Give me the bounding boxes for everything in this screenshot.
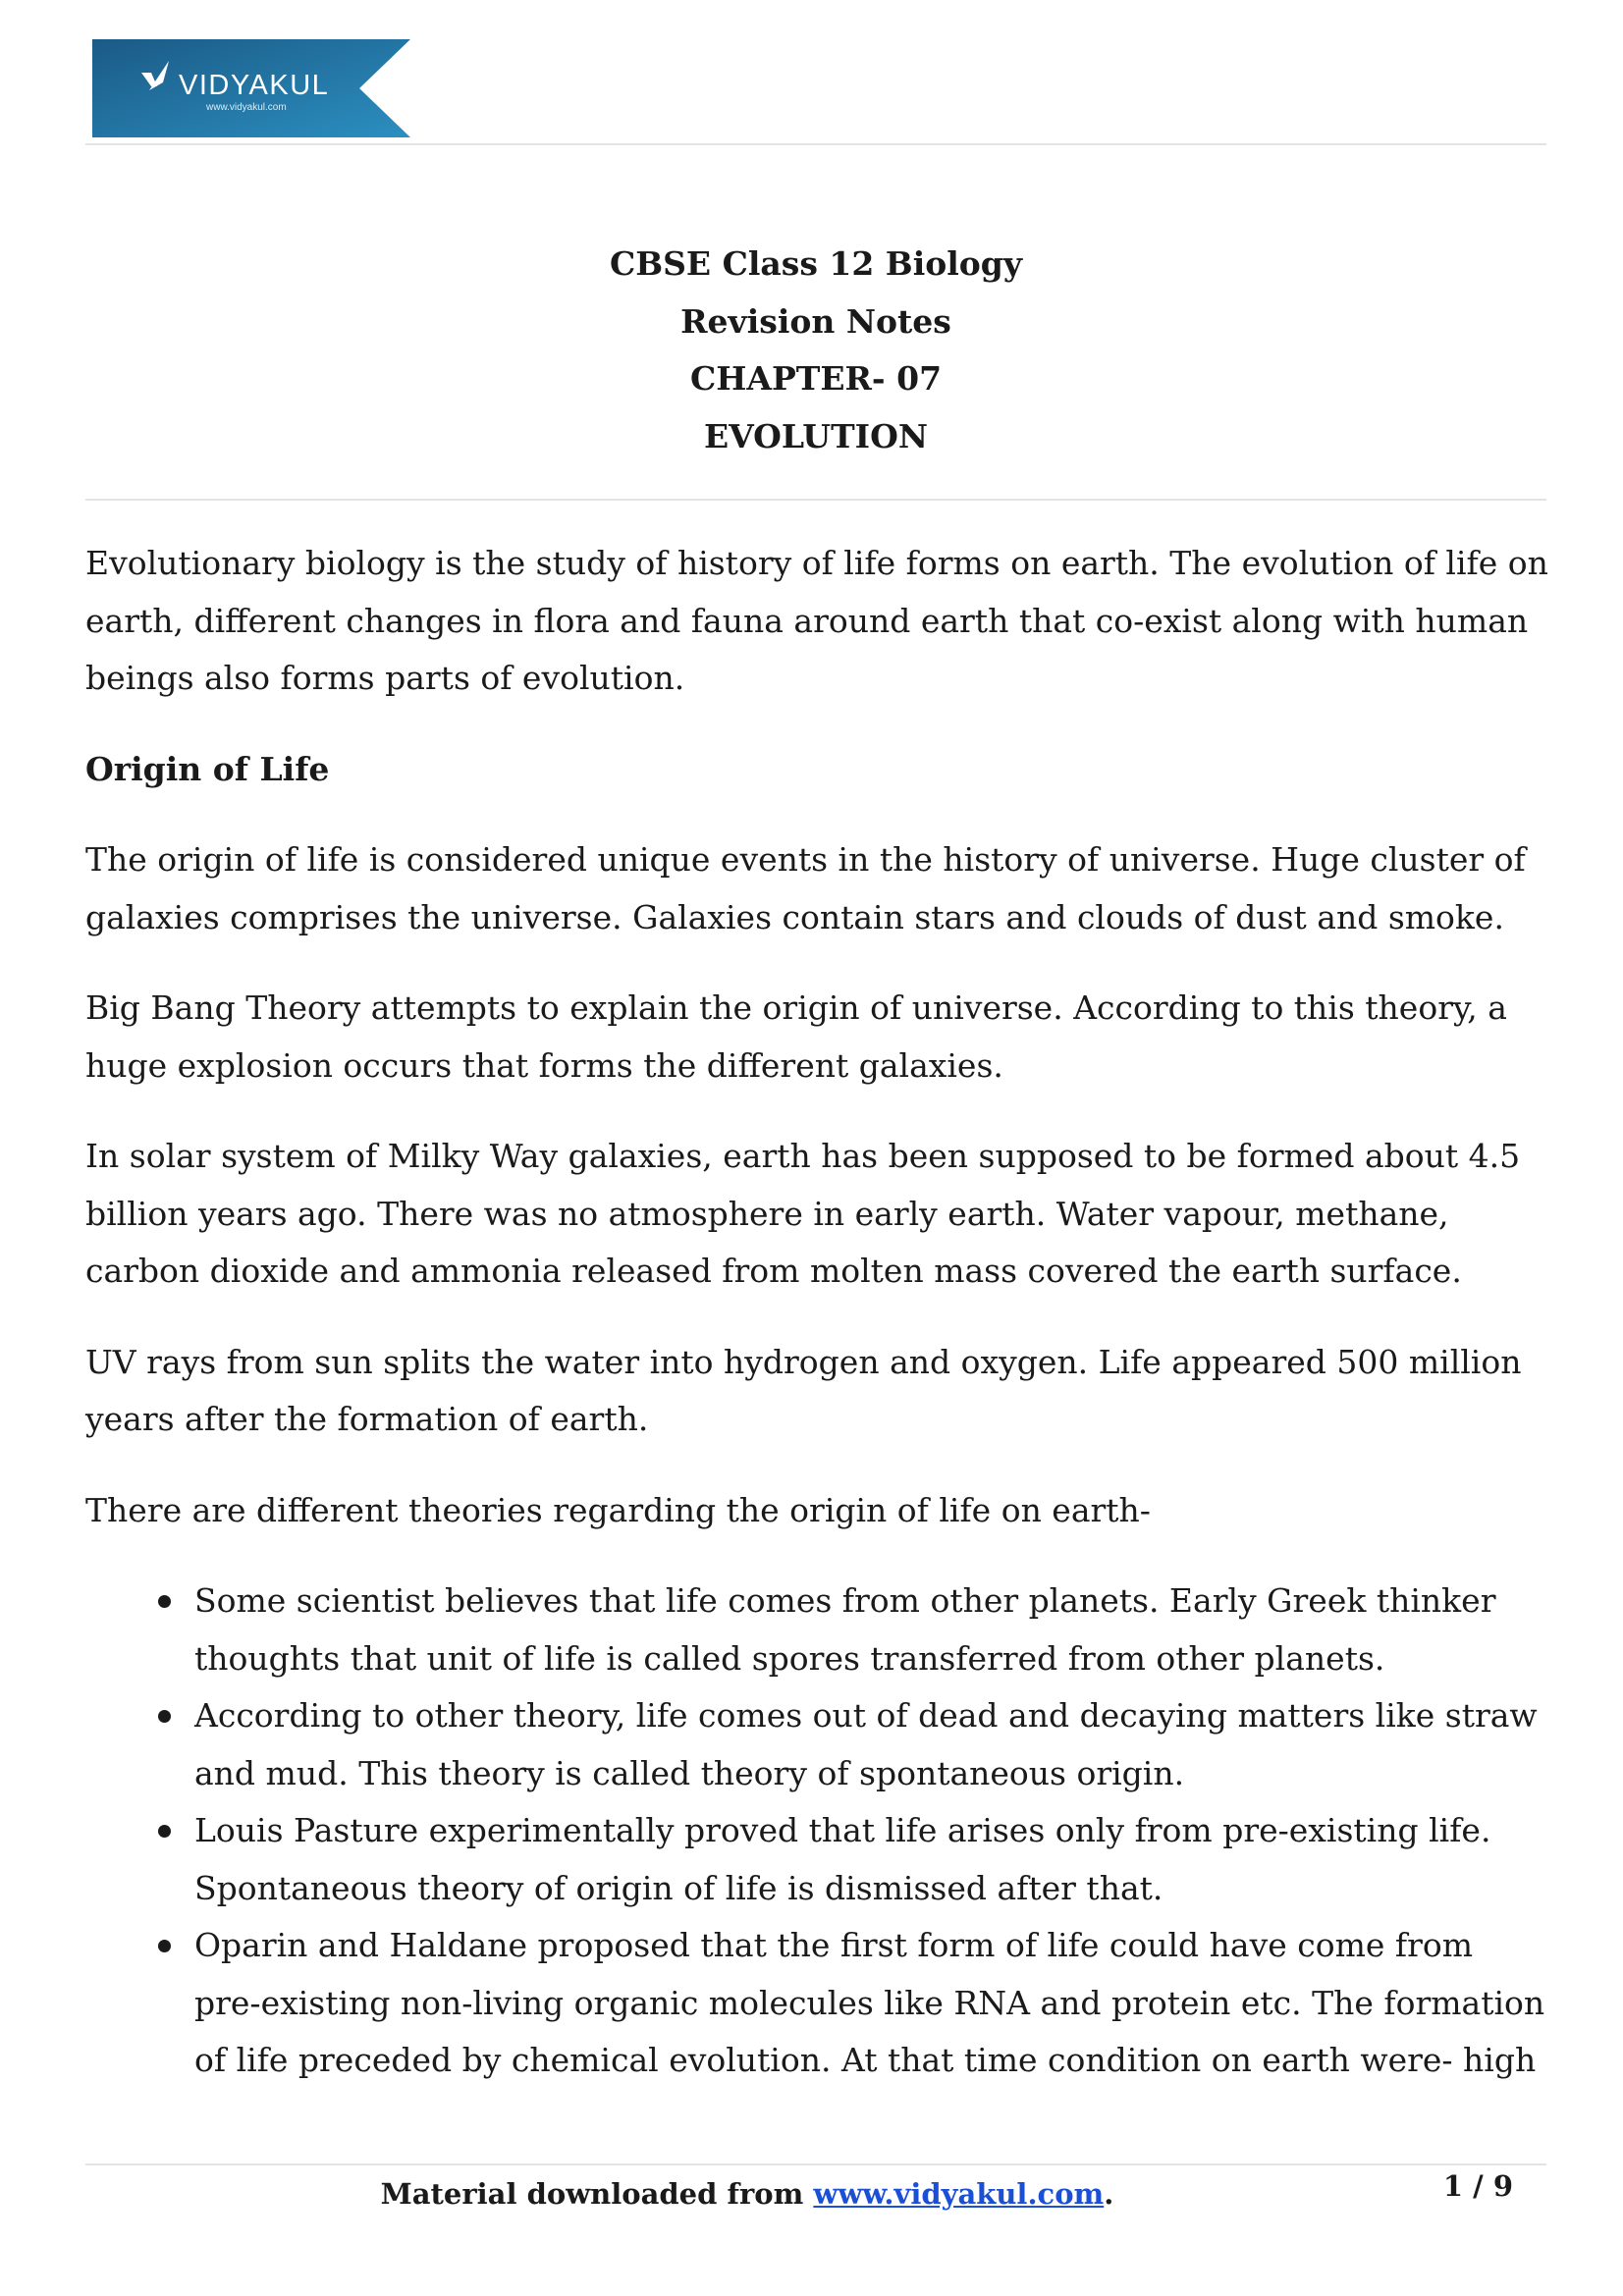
page-footer (85, 2169, 1546, 2228)
title-notes: Revision Notes (680, 301, 951, 341)
page-number: 1 / 9 (1442, 2169, 1513, 2203)
list-item-text: Louis Pasture experimentally proved that life arises only from pre-existing life. Spontaneous theory of origin of life is dismissed after that. (194, 1811, 1491, 1907)
title-rule (85, 499, 1546, 501)
bullet-icon (158, 1940, 171, 1952)
intro-paragraph: Evolutionary biology is the study of history of life forms on earth. The evolution of life on earth, different changes in flora and fauna around earth that co-exist along with human beings also forms parts of evolution. (85, 544, 1548, 697)
bullet-icon (158, 1825, 171, 1838)
theories-list (85, 1573, 1548, 2090)
logo-text: VIDYAKUL (179, 70, 330, 101)
vidyakul-logo (92, 39, 410, 137)
title-topic: EVOLUTION (703, 416, 928, 455)
footer-suffix: . (1104, 2177, 1114, 2211)
footer-text (0, 2177, 1409, 2211)
list-item (194, 1573, 1548, 1687)
paragraph-uv-rays: UV rays from sun splits the water into hydrogen and oxygen. Life appeared 500 million years after the formation of earth. (85, 1342, 1522, 1438)
list-item-text: Oparin and Haldane proposed that the first form of life could have come from pre-existing non-living organic molecules like RNA and protein etc. The formation of life preceded by chemical evolution. At that time condition on earth were- high (194, 1926, 1545, 2079)
title-chapter: CHAPTER- 07 (689, 359, 943, 398)
title-subject: CBSE Class 12 Biology (609, 244, 1023, 283)
list-item-text: According to other theory, life comes out of dead and decaying matters like straw and mud. This theory is called theory of spontaneous origin. (194, 1696, 1538, 1792)
list-item (194, 1917, 1548, 2090)
list-item (194, 1802, 1548, 1917)
footer-link[interactable]: www.vidyakul.com (813, 2177, 1105, 2211)
footer-prefix: Material downloaded from (380, 2177, 814, 2211)
paragraph-theories-intro: There are different theories regarding the origin of life on earth- (85, 1490, 1151, 1529)
logo-url-text: www.vidyakul.com (206, 102, 287, 113)
document-title (85, 236, 1546, 465)
bullet-icon (158, 1595, 171, 1608)
section-heading-origin: Origin of Life (85, 749, 330, 788)
document-body (85, 535, 1548, 2090)
bullet-icon (158, 1710, 171, 1723)
paragraph-earth-formation: In solar system of Milky Way galaxies, earth has been supposed to be formed about 4.5 billion years ago. There was no atmosphere in early earth. Water vapour, methane, carbon dioxide and ammonia released from molten mass covered the earth surface. (85, 1137, 1521, 1290)
paragraph-big-bang: Big Bang Theory attempts to explain the origin of universe. According to this theory, a huge explosion occurs that forms the different galaxies. (85, 988, 1507, 1085)
header-rule (85, 143, 1546, 145)
paragraph-universe: The origin of life is considered unique events in the history of universe. Huge cluster of galaxies comprises the universe. Galaxies contain stars and clouds of dust and smoke. (85, 840, 1526, 936)
list-item-text: Some scientist believes that life comes from other planets. Early Greek thinker thoughts that unit of life is called spores transferred from other planets. (194, 1581, 1496, 1678)
footer-rule (85, 2163, 1546, 2165)
list-item (194, 1687, 1548, 1802)
